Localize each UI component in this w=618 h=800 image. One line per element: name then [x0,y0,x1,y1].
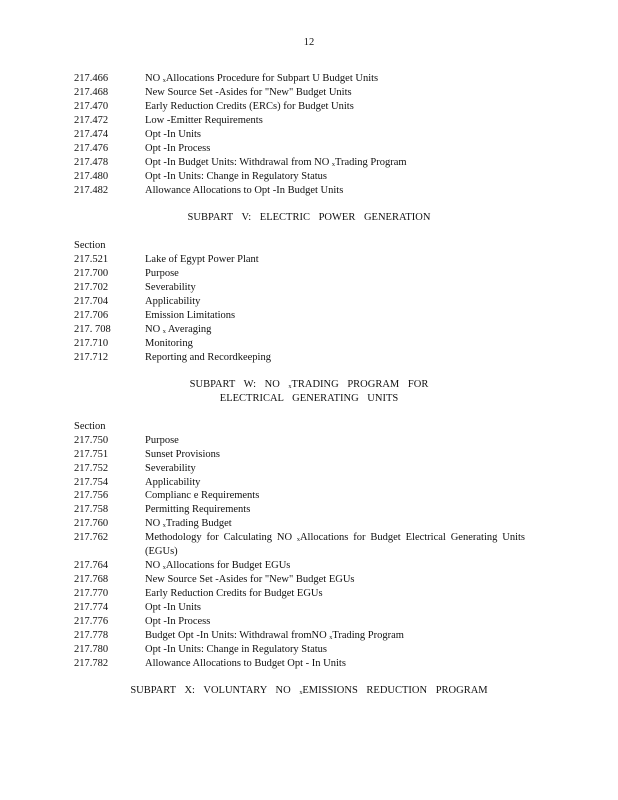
list-item [74,351,271,365]
list-item [74,253,259,267]
section-number: 217.752 [74,463,109,474]
section-number: 217.702 [74,282,109,293]
list-item [74,295,200,309]
list-item [74,601,201,615]
section-title: Monitoring [145,338,193,349]
section-number: 217.776 [74,616,109,627]
section-number: 217.751 [74,449,109,460]
section-number: 217.704 [74,296,109,307]
subpart-w-heading: SUBPART W: NO ₓTRADING PROGRAM FOR [189,379,429,390]
section-title: Lake of Egypt Power Plant [145,254,259,265]
section-number: 217.476 [74,143,109,154]
list-item [74,309,235,323]
list-item [74,114,263,128]
section-number: 217.780 [74,644,109,655]
section-title: NO ₓAllocations Procedure for Subpart U Budget Units [145,73,379,84]
section-number: 217.468 [74,87,109,98]
list-item [74,100,354,114]
section-label: Section [74,421,106,432]
list-item [74,462,196,476]
section-title: Early Reduction Credits (ERCs) for Budget Units [145,101,354,112]
section-title: Opt -In Units [145,129,201,140]
section-title: Severability [145,282,196,293]
section-number: 217.768 [74,574,109,585]
section-title: Opt -In Budget Units: Withdrawal from NO ₓTrading Program [145,157,407,168]
section-number: 217.770 [74,588,109,599]
section-title: Low -Emitter Requirements [145,115,263,126]
section-number: 217.478 [74,157,109,168]
section-title: Opt -In Process [145,143,211,154]
list-item [74,573,355,587]
section-title: Applicability [145,477,201,488]
section-number: 217.778 [74,630,109,641]
list-item [74,128,201,142]
section-title: Early Reduction Credits for Budget EGUs [145,588,323,599]
section-title: Opt -In Units: Change in Regulatory Status [145,171,327,182]
section-number: 217.466 [74,73,109,84]
section-title: Purpose [145,268,179,279]
section-title: New Source Set -Asides for "New" Budget EGUs [145,574,355,585]
section-title: Opt -In Units [145,602,201,613]
section-number: 217.482 [74,185,109,196]
list-item [74,156,407,170]
section-number: 217.782 [74,658,109,669]
section-title: Purpose [145,435,179,446]
list-item [74,517,232,531]
section-title: Opt -In Units: Change in Regulatory Status [145,644,327,655]
section-number: 217.700 [74,268,109,279]
list-item [74,629,404,643]
section-title: Permitting Requirements [145,504,251,515]
section-title: NO ₓAllocations for Budget EGUs [145,560,291,571]
section-number: 217.756 [74,490,109,501]
section-number: 217.758 [74,504,109,515]
subpart-v-heading: SUBPART V: ELECTRIC POWER GENERATION [187,212,431,223]
section-number: 217.521 [74,254,109,265]
section-number: 217.774 [74,602,109,613]
list-item [74,489,259,503]
section-number: 217.712 [74,352,109,363]
list-item [74,448,220,462]
list-item [74,184,343,198]
section-title: Severability [145,463,196,474]
section-title: Emission Limitations [145,310,236,321]
section-title: NO ₓTrading Budget [145,518,232,529]
section-title: Opt -In Process [145,616,211,627]
list-item [74,503,250,517]
section-title: Allowance Allocations to Budget Opt - In Units [145,658,346,669]
section-title: NO ₓ Averaging [145,324,212,335]
section-title: Sunset Provisions [145,449,220,460]
list-item [74,267,179,281]
section-number: 217.710 [74,338,109,349]
list-item [74,281,196,295]
list-item [74,531,145,545]
page-number: 12 [303,37,315,48]
list-item [74,337,193,351]
list-item [74,86,352,100]
list-item [74,142,210,156]
list-item [74,476,200,490]
section-title: Complianc e Requirements [145,490,260,501]
section-title: Applicability [145,296,201,307]
section-number: 217.764 [74,560,109,571]
section-title: Reporting and Recordkeeping [145,352,271,363]
section-number: 217.474 [74,129,109,140]
section-number: 217.472 [74,115,109,126]
list-item [74,323,211,337]
section-number: 217.470 [74,101,109,112]
section-number: 217.706 [74,310,109,321]
section-number: 217. 708 [74,324,111,335]
list-item [74,170,327,184]
list-item [74,643,327,657]
subpart-w-heading-line2: ELECTRICAL GENERATING UNITS [219,393,399,404]
list-item [74,72,378,86]
section-title: Budget Opt -In Units: Withdrawal fromNO ₓTrading Program [145,630,404,641]
section-number: 217.754 [74,477,109,488]
list-item [74,559,290,573]
list-item [74,434,179,448]
section-title: Methodology for Calculating NO ₓAllocations for Budget Electrical Generating Units (EGUs) [145,532,525,557]
section-number: 217.762 [74,532,109,543]
section-title: New Source Set -Asides for "New" Budget Units [145,87,352,98]
list-item [74,587,323,601]
section-label: Section [74,240,106,251]
list-item [74,615,210,629]
subpart-x-heading: SUBPART X: VOLUNTARY NO ₓEMISSIONS REDUCTION PROGRAM [130,685,488,696]
section-number: 217.750 [74,435,109,446]
list-item [74,657,346,671]
section-title: Allowance Allocations to Opt -In Budget Units [145,185,344,196]
section-number: 217.480 [74,171,109,182]
section-number: 217.760 [74,518,109,529]
